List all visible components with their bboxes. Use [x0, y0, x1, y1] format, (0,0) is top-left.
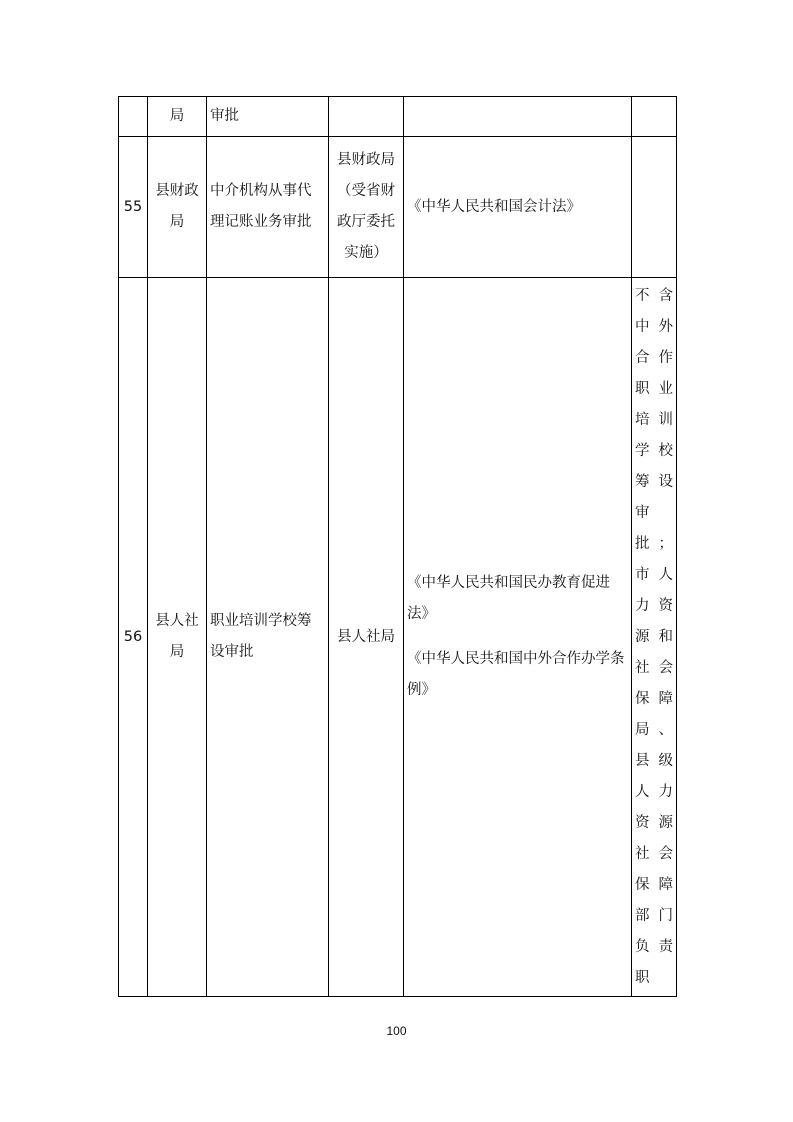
table-row-continued — [119, 97, 677, 137]
cell-dept: 局 — [148, 97, 207, 137]
cell-impl: 县财政局（受省财政厅委托实施） — [329, 137, 404, 278]
cell-note — [632, 97, 677, 137]
approval-items-table — [118, 96, 677, 997]
basis-law-1: 《中华人民共和国民办教育促进法》 — [407, 575, 610, 622]
basis-law-2: 《中华人民共和国中外合作办学条例》 — [407, 651, 625, 698]
cell-dept: 县财政局 — [148, 137, 207, 278]
cell-dept: 县人社局 — [148, 278, 207, 997]
page-number: 100 — [386, 1024, 407, 1038]
cell-item: 中介机构从事代理记账业务审批 — [207, 137, 329, 278]
cell-num: 55 — [119, 137, 148, 278]
table-row-56 — [119, 278, 677, 997]
cell-item: 审批 — [207, 97, 329, 137]
cell-note — [632, 137, 677, 278]
cell-basis: 《中华人民共和国会计法》 — [404, 137, 632, 278]
basis-spacer — [407, 630, 628, 644]
cell-basis — [404, 278, 632, 997]
cell-num — [119, 97, 148, 137]
cell-note: 不含中外合作职业培训学校筹设审批；市人力资源和社会保障局、县级人力资源社会保障部门负责职 — [632, 278, 677, 997]
cell-item: 职业培训学校筹设审批 — [207, 278, 329, 997]
table-row-55 — [119, 137, 677, 278]
cell-impl: 县人社局 — [329, 278, 404, 997]
cell-impl — [329, 97, 404, 137]
cell-num: 56 — [119, 278, 148, 997]
cell-basis — [404, 97, 632, 137]
